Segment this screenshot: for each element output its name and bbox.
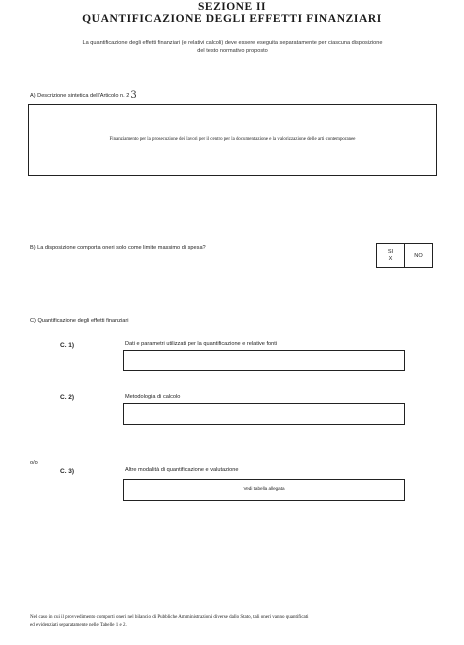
footer-note bbox=[30, 614, 430, 630]
c2-title: Metodologia di calcolo bbox=[125, 394, 181, 400]
yes-label: SI bbox=[387, 249, 394, 255]
footer-note-line-2: ed evidenziati separatamente nelle Tabelle 1 e 2. bbox=[30, 623, 127, 628]
no-box[interactable] bbox=[404, 243, 433, 268]
yes-box[interactable] bbox=[376, 243, 405, 268]
c1-code: C. 1) bbox=[60, 342, 75, 349]
section-a-description-box bbox=[28, 104, 437, 176]
intro-text bbox=[30, 39, 435, 55]
yes-mark: X bbox=[388, 256, 393, 262]
c3-content: Vedi tabella allegata bbox=[243, 486, 285, 491]
footer-note-line-1: Nel caso in cui il provvedimento comporti oneri nel bilancio di Pubbliche Amministrazioni diverse dallo Stato, tali oneri vanno quantificati bbox=[30, 615, 309, 620]
c2-input-box[interactable] bbox=[123, 403, 405, 425]
section-b-label: B) La disposizione comporta oneri solo come limite massimo di spesa? bbox=[30, 245, 206, 251]
c2-code: C. 2) bbox=[60, 394, 75, 401]
c1-title: Dati e parametri utilizzati per la quantificazione e relative fonti bbox=[125, 341, 278, 347]
intro-line-2: del testo normativo proposto bbox=[197, 48, 268, 54]
intro-line-1: La quantificazione degli effetti finanziari (e relativi calcoli) deve essere eseguita separatamente per ciascuna disposizione bbox=[82, 40, 383, 46]
c3-code: C. 3) bbox=[60, 468, 75, 475]
c3-input-box[interactable] bbox=[123, 479, 405, 501]
section-a-description: Finanziamento per la prosecuzione dei lavori per il centro per la documentazione e la valorizzazione delle arti contemporanee bbox=[109, 137, 356, 142]
no-label: NO bbox=[414, 253, 423, 259]
page-title: QUANTIFICAZIONE DEGLI EFFETTI FINANZIARI bbox=[82, 13, 382, 25]
section-a-label bbox=[30, 89, 137, 100]
section-a-label-text: A) Descrizione sintetica dell'Articolo n. 2 bbox=[30, 93, 130, 99]
c1-input-box[interactable] bbox=[123, 350, 405, 371]
section-c-label: C) Quantificazione degli effetti finanziari bbox=[30, 318, 129, 324]
c3-title: Altre modalità di quantificazione e valutazione bbox=[125, 467, 239, 473]
margin-mark: o/o bbox=[30, 460, 38, 466]
section-heading: SEZIONE II bbox=[198, 1, 266, 13]
handwritten-article-number: 3 bbox=[130, 90, 137, 101]
